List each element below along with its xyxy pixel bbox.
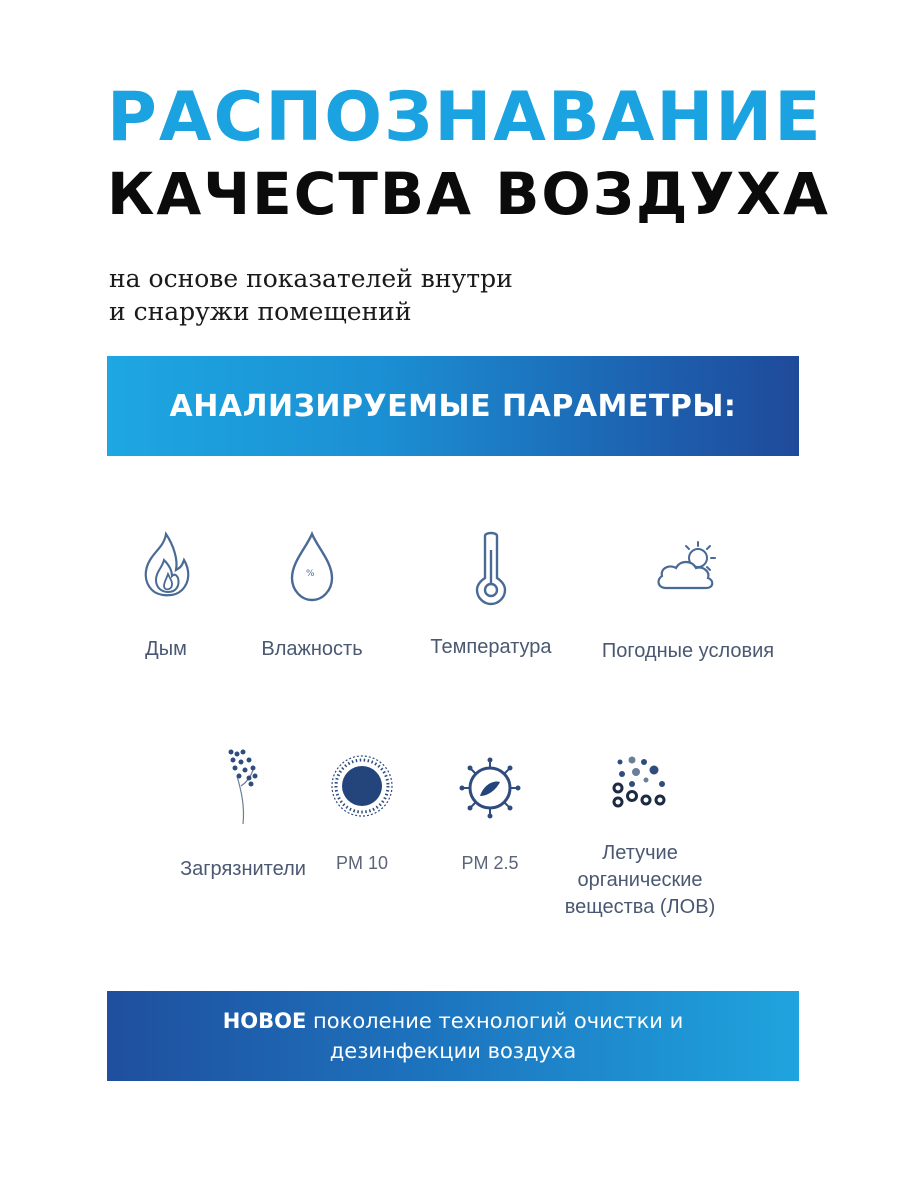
banner-text: АНАЛИЗИРУЕМЫЕ ПАРАМЕТРЫ: — [169, 388, 737, 424]
param-label-pm10: PM 10 — [335, 853, 389, 873]
flame-icon — [134, 530, 198, 602]
pm25-particle-icon — [458, 756, 522, 820]
pollen-icon — [223, 746, 263, 826]
param-label-pollutants: Загрязнители — [180, 858, 306, 880]
footer-banner — [107, 991, 799, 1081]
title-line-1: РАСПОЗНАВАНИЕ — [107, 78, 823, 157]
param-label-temperature: Температура — [430, 636, 552, 658]
param-pollutants — [170, 746, 316, 883]
footer-line-1 — [223, 1006, 684, 1036]
cloud-sun-icon — [652, 540, 724, 596]
param-label-voc-line3: вещества (ЛОВ) — [564, 896, 716, 918]
thermometer-icon — [469, 528, 513, 606]
voc-particles-icon — [610, 756, 670, 812]
param-label-weather: Погодные условия — [601, 640, 775, 662]
parameters-banner — [107, 356, 799, 456]
param-label-voc-line2: органические — [577, 869, 703, 891]
param-pm25 — [452, 756, 528, 877]
pm10-particle-icon — [328, 752, 396, 820]
param-humidity — [250, 530, 374, 663]
subtitle-line-1: на основе показателей внутри — [109, 264, 513, 293]
param-label-voc-line1: Летучие — [602, 842, 678, 864]
param-temperature — [418, 528, 564, 661]
footer-line-2: дезинфекции воздуха — [329, 1039, 577, 1063]
svg-text:%: % — [306, 569, 315, 579]
param-label-smoke: Дым — [145, 638, 187, 660]
water-drop-icon — [284, 530, 340, 604]
param-label-pm25: PM 2.5 — [461, 853, 519, 873]
footer-line-1-rest: поколение технологий очистки и — [306, 1009, 684, 1033]
param-voc — [552, 756, 728, 921]
subtitle — [109, 262, 513, 328]
subtitle-line-2: и снаружи помещений — [109, 297, 412, 326]
param-smoke — [124, 530, 208, 663]
param-pm10 — [324, 752, 400, 877]
footer-bold-word: НОВОЕ — [222, 1009, 307, 1033]
title-line-2: КАЧЕСТВА ВОЗДУХА — [107, 160, 830, 228]
param-weather — [590, 540, 786, 665]
param-label-humidity: Влажность — [261, 638, 363, 660]
